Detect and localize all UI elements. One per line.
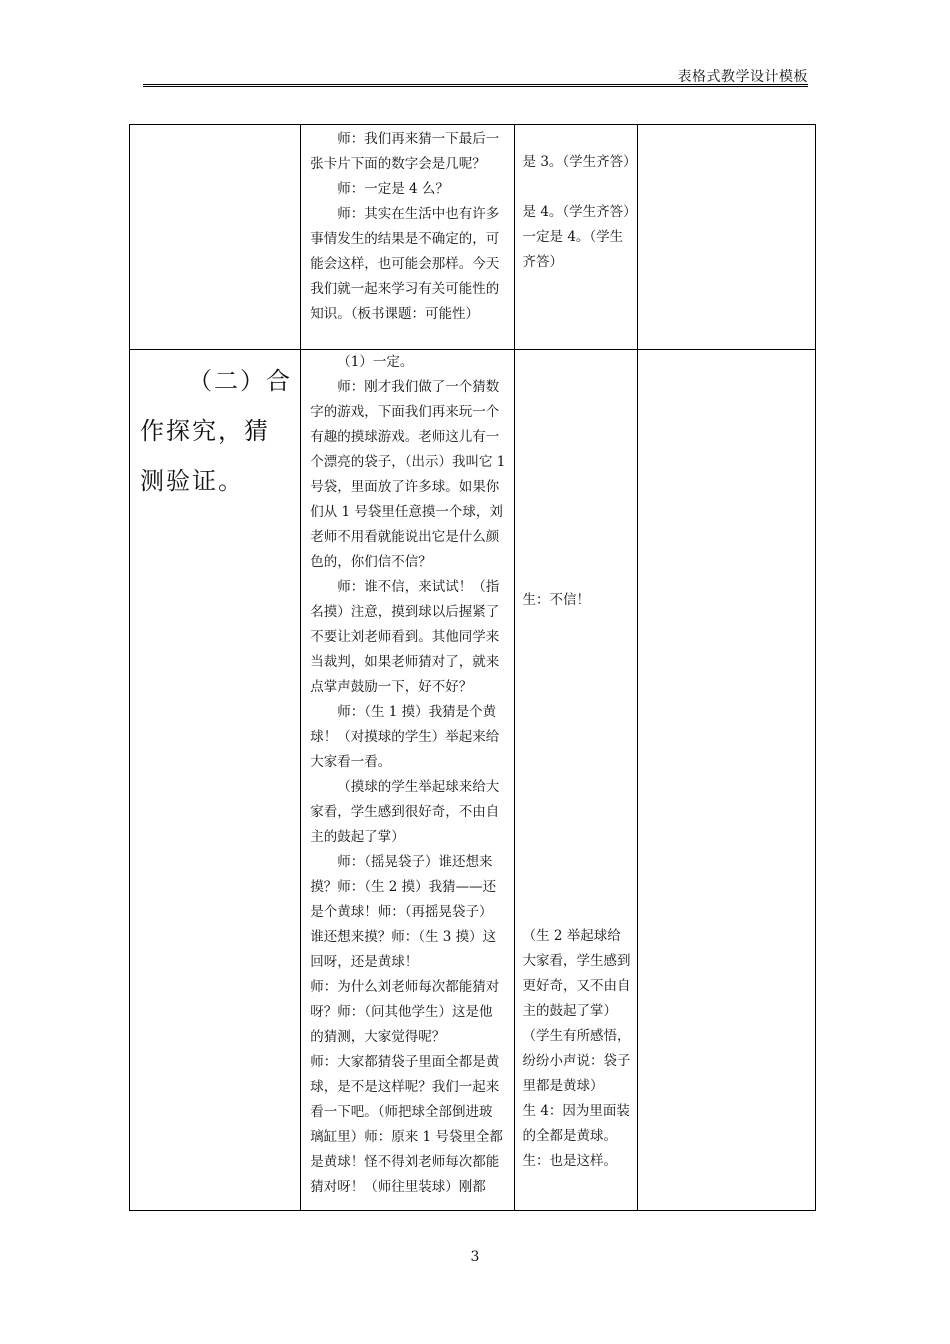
stage-title: （二）合作探究，猜测验证。 [140, 367, 292, 495]
student-response: 是 3。（学生齐答） [522, 154, 637, 170]
student-response: 生：也是这样。 [522, 1153, 618, 1169]
student-response: （生 2 举起球给大家看，学生感到更好奇，又不由自主的鼓起了掌） [522, 928, 631, 1019]
header-rule-double [143, 86, 808, 87]
table-row [130, 125, 816, 350]
notes-cell [637, 125, 815, 350]
teacher-line: 师：我们再来猜一下最后一张卡片下面的数字会是几呢？ [310, 131, 500, 172]
teacher-line: 师：一定是 4 么？ [337, 181, 449, 197]
teacher-line: （摸球的学生举起球来给大家看，学生感到很好奇，不由自主的鼓起了掌） [310, 779, 500, 845]
teacher-line: 师：（摇晃袋子）谁还想来摸？师：（生 2 摸）我猜——还是个黄球！师：（再摇晃袋子）谁还想来摸？师：（生 3 摸）这回呀，还是黄球！ [310, 854, 497, 970]
document-header-title: 表格式教学设计模板 [677, 69, 808, 85]
student-response: 生 4：因为里面装的全都是黄球。 [522, 1103, 630, 1144]
student-activity-cell [514, 125, 637, 350]
teacher-line: 师：为什么刘老师每次都能猜对呀？师：（问其他学生）这是他的猜测，大家觉得呢？ [310, 979, 500, 1045]
stage-cell [130, 125, 301, 350]
teacher-line: 师：（生 1 摸）我猜是个黄球！（对摸球的学生）举起来给大家看一看。 [310, 704, 500, 770]
teacher-line: 师：其实在生活中也有许多事情发生的结果是不确定的，可能会这样，也可能会那样。今天我们就一起来学习有关可能性的知识。（板书课题：可能性） [310, 206, 500, 322]
teacher-line: 师：刚才我们做了一个猜数字的游戏，下面我们再来玩一个有趣的摸球游戏。老师这儿有一个漂亮的袋子，（出示）我叫它 1 号袋，里面放了许多球。如果你们从 1 号袋里任意摸一个球，刘老师不用看就能说出它是什么颜色的，你们信不信？ [310, 379, 506, 570]
teacher-activity-cell [301, 350, 514, 1211]
teacher-line: 师：谁不信，来试试！（指名摸）注意，摸到球以后握紧了不要让刘老师看到。其他同学来当裁判，如果老师猜对了，就来点掌声鼓励一下，好不好？ [310, 579, 500, 695]
page-number: 3 [470, 1249, 480, 1265]
table-row [130, 350, 816, 1211]
student-response: 是 4。（学生齐答）一定是 4。（学生齐答） [522, 204, 630, 270]
stage-cell [130, 350, 301, 1211]
student-activity-cell [514, 350, 637, 1211]
lesson-table [129, 124, 816, 1211]
header-rule [143, 84, 808, 85]
notes-cell [637, 350, 815, 1211]
teacher-line: （1）一定。 [337, 354, 414, 370]
teacher-activity-cell [301, 125, 514, 350]
student-response: （学生有所感悟，纷纷小声说：袋子里都是黄球） [522, 1028, 631, 1094]
student-response: 生：不信！ [522, 592, 591, 608]
teacher-line: 师：大家都猜袋子里面全都是黄球，是不是这样呢？我们一起来看一下吧。（师把球全部倒进玻璃缸里）师：原来 1 号袋里全都是黄球！怪不得刘老师每次都能猜对呀！（师往里装球）刚都 [310, 1054, 503, 1195]
